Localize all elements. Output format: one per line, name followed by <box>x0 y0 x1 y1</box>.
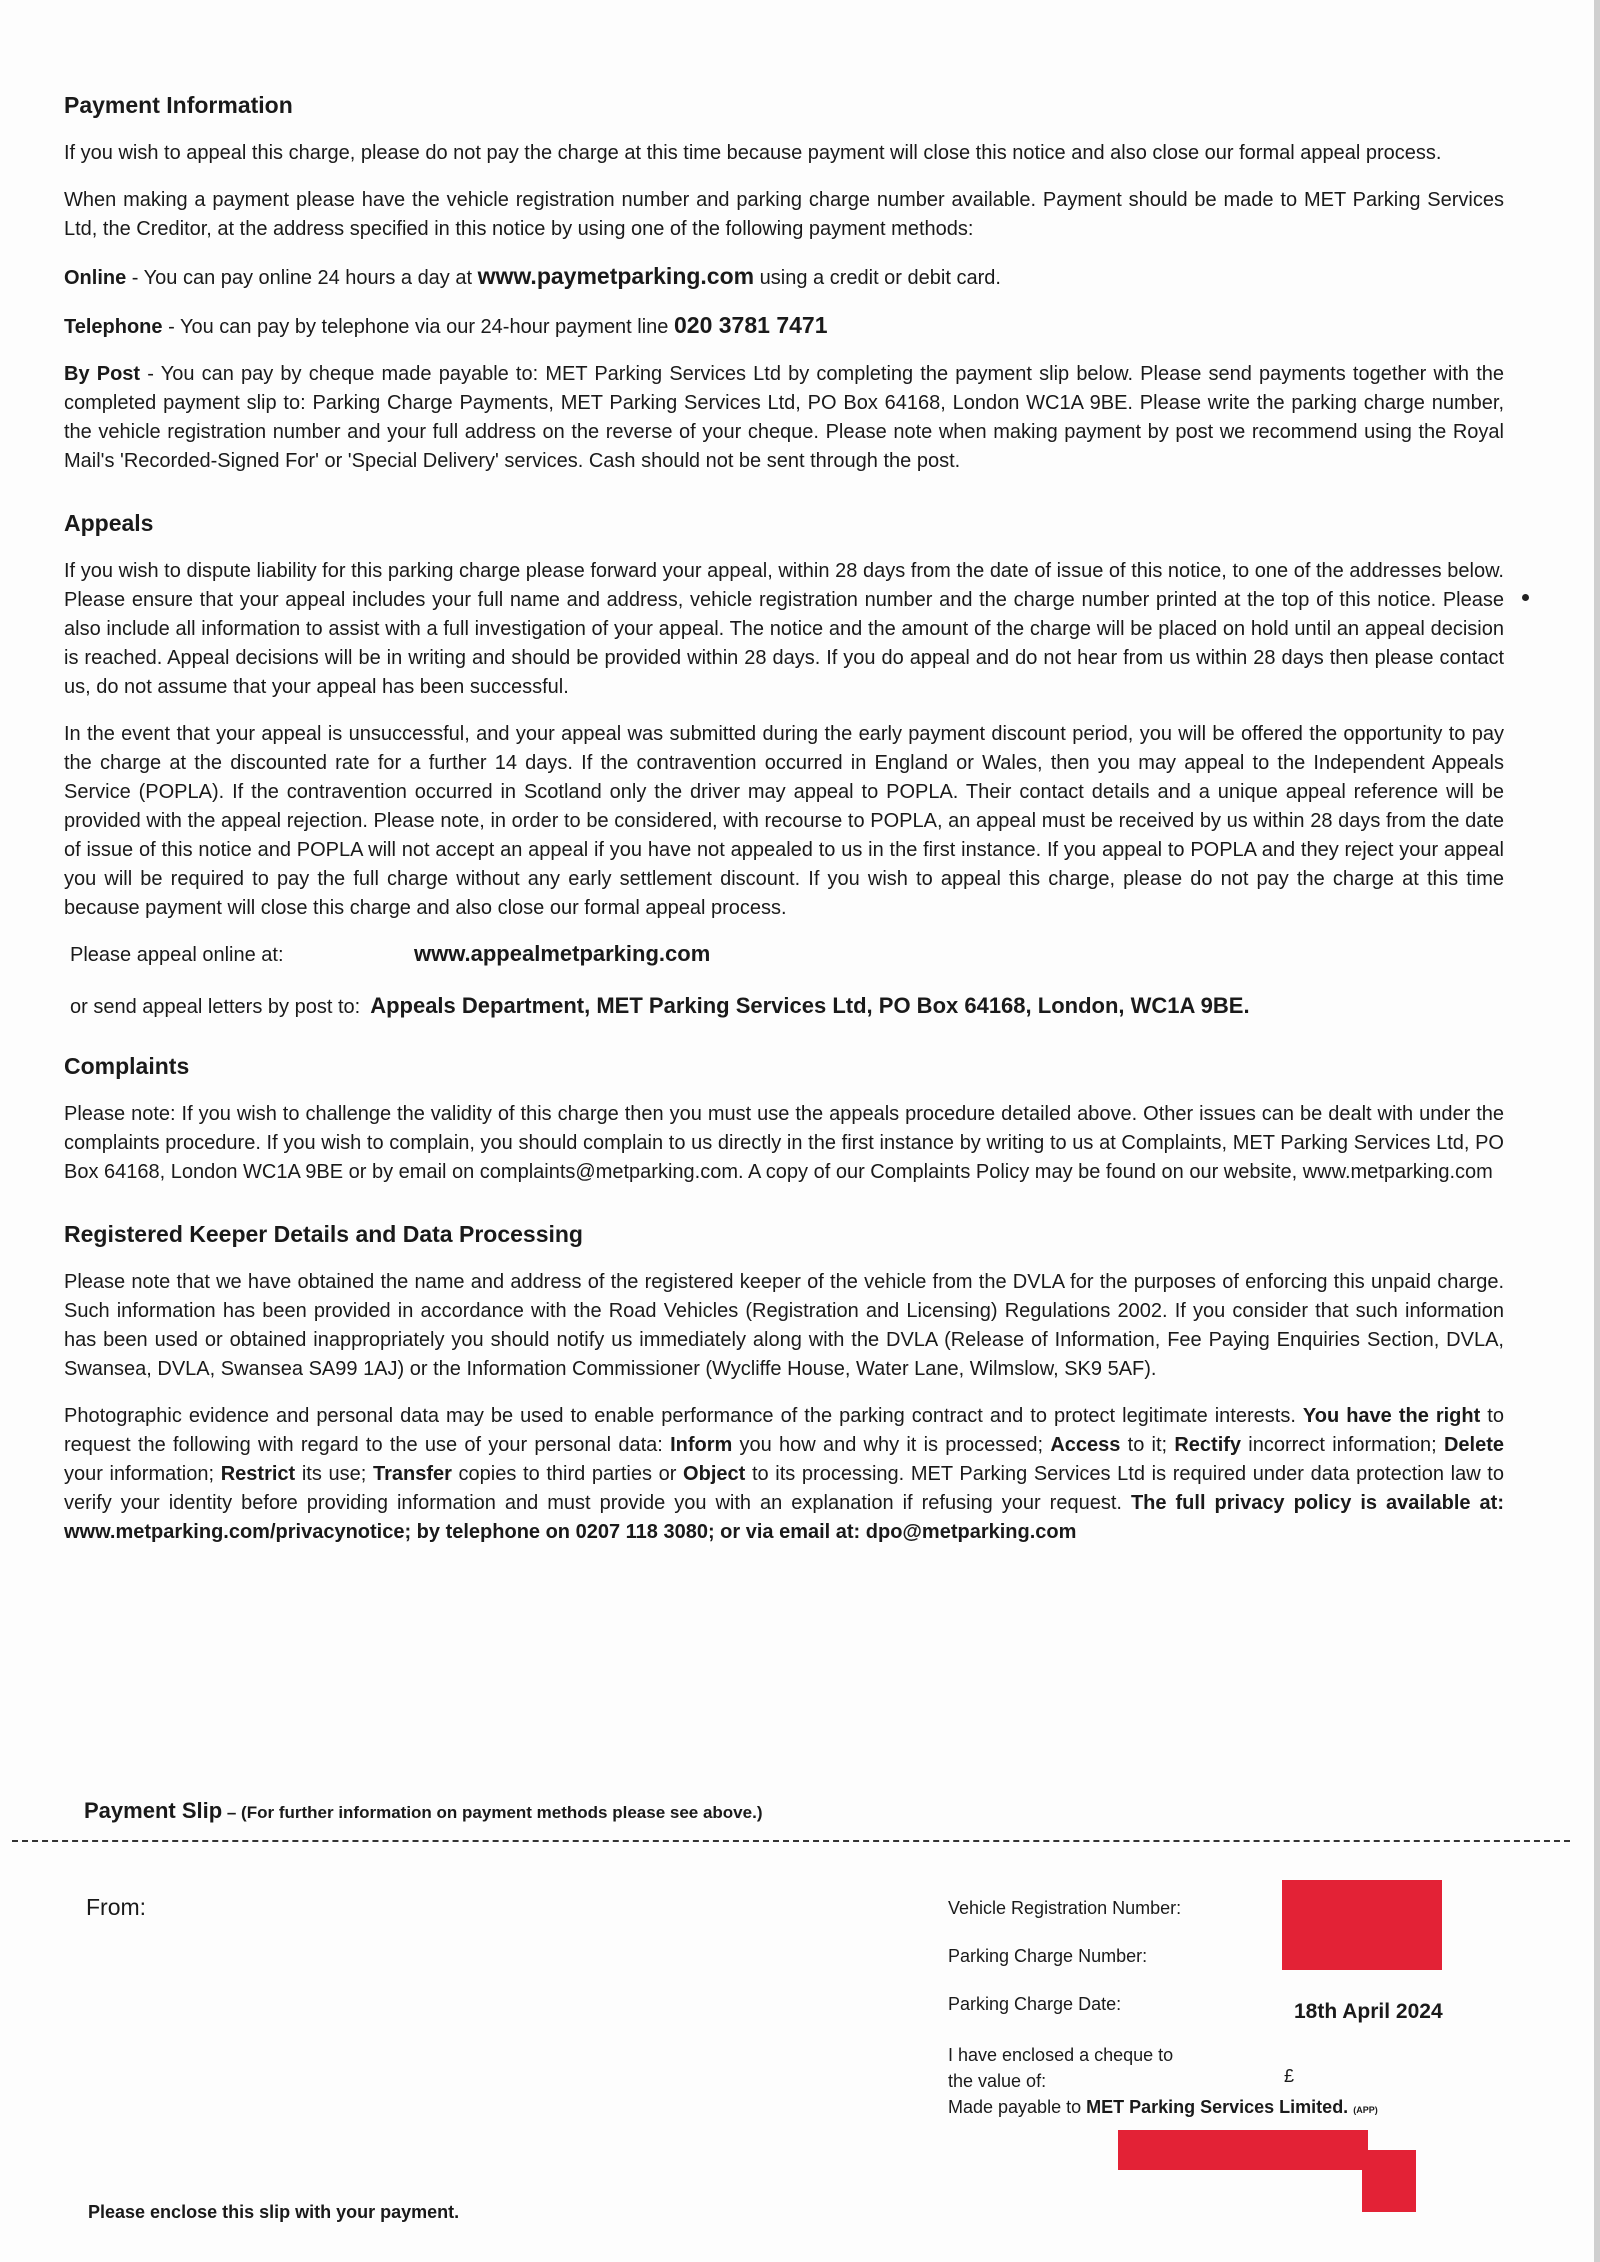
telephone-text: - You can pay by telephone via our 24-hour payment line <box>162 316 674 338</box>
privacy-policy-contact: The full privacy policy is available at: www.metparking.com/privacynotice; by telephone on 0207 118 3080; or via email at: dpo@metparking.com <box>64 1492 1504 1543</box>
payment-appeal-warning: If you wish to appeal this charge, please do not pay the charge at this time because payment will close this notice and also close our formal appeal process. <box>64 142 1442 164</box>
payment-slip-label: Payment Slip <box>84 1798 223 1823</box>
cheque-line-1: I have enclosed a cheque to <box>948 2045 1174 2065</box>
payable-name: MET Parking Services Limited. <box>1086 2097 1349 2117</box>
appeal-online-row <box>70 941 1504 967</box>
privacy-emphasis: Rectify <box>1174 1434 1242 1456</box>
privacy-emphasis: Transfer <box>372 1463 452 1485</box>
appeal-post-address: Appeals Department, MET Parking Services Ltd, PO Box 64168, London, WC1A 9BE. <box>370 993 1250 1018</box>
privacy-text: your information; <box>64 1463 221 1485</box>
page-edge <box>1594 0 1600 2262</box>
online-payment-link[interactable]: www.paymetparking.com <box>477 263 755 289</box>
enclose-slip-note: Please enclose this slip with your payment. <box>88 2202 460 2222</box>
privacy-text: to request the following with regard to the use of your personal data: <box>64 1405 1504 1456</box>
privacy-emphasis: Restrict <box>220 1463 296 1485</box>
privacy-text: copies to third parties or <box>451 1463 684 1485</box>
keeper-section <box>64 1221 1504 1547</box>
complaints-paragraph: Please note: If you wish to challenge the validity of this charge then you must use the appeals procedure detailed above. Other issues can be dealt with under the complaints procedure. If you wish to complain, you should complain to us directly in the first instance by writing to us at Complaints, MET Parking Services Ltd, PO Box 64168, London WC1A 9BE or by email on complaints@metparking.com. A copy of our Complaints Policy may be found on our website, www.metparking.com <box>64 1103 1504 1183</box>
payment-online <box>64 262 1504 293</box>
keeper-paragraph-1: Please note that we have obtained the name and address of the registered keeper of the vehicle from the DVLA for the purposes of enforcing this unpaid charge. Such information has been provided in accordance with the Road Vehicles (Registration and Licensing) Regulations 2002. If you consider that such information has been used or obtained inappropriately you should notify us immediately along with the DVLA (Release of Information, Fee Paying Enquiries Section, DVLA, Swansea, DVLA, Swansea SA99 1AJ) or the Information Commissioner (Wycliffe House, Water Lane, Wilmslow, SK9 5AF). <box>64 1271 1504 1380</box>
online-text: - You can pay online 24 hours a day at <box>126 267 478 289</box>
online-suffix: using a credit or debit card. <box>754 267 1001 289</box>
payment-information-heading: Payment Information <box>64 92 293 118</box>
payment-slip-title <box>84 1798 762 1824</box>
redacted-registration-block <box>1282 1880 1442 1970</box>
telephone-label: Telephone <box>64 316 163 338</box>
redacted-reference-block <box>1118 2130 1368 2170</box>
appeal-post-row <box>70 993 1504 1019</box>
appeals-section <box>64 510 1504 1019</box>
privacy-text: Photographic evidence and personal data may be used to enable performance of the parking contract and to protect legitimate interests. <box>64 1405 1303 1427</box>
keeper-paragraph-2 <box>64 1402 1504 1547</box>
payment-instructions: When making a payment please have the vehicle registration number and parking charge number available. Payment should be made to MET Parking Services Ltd, the Creditor, at the address specified in this notice by using one of the following payment methods: <box>64 189 1504 240</box>
payable-prefix: Made payable to <box>948 2097 1087 2117</box>
privacy-emphasis: Access <box>1050 1434 1121 1456</box>
payable-to-line <box>948 2094 1508 2123</box>
appeals-paragraph-2: In the event that your appeal is unsuccessful, and your appeal was submitted during the early payment discount period, you will be offered the opportunity to pay the charge at the discounted rate for a further 14 days. If the contravention occurred in England or Wales, then you may appeal to the Independent Appeals Service (POPLA). If the contravention occurred in Scotland only the driver may appeal to POPLA. Their contact details and a unique appeal reference will be provided with the appeal rejection. Please note, in order to be considered, with recourse to POPLA, an appeal must be received by us within 28 days from the date of issue of this notice and POPLA will not accept an appeal if you have not appealed to us in the first instance. If you appeal to POPLA and they reject your appeal you will be required to pay the full charge without any early settlement discount. If you wish to appeal this charge, please do not pay the charge at this time because payment will close this charge and also close our formal appeal process. <box>64 723 1504 919</box>
appeal-online-link[interactable]: www.appealmetparking.com <box>414 941 711 966</box>
post-text: - You can pay by cheque made payable to: MET Parking Services Ltd by completing the payment slip below. Please send payments together with the completed payment slip to: Parking Charge Payments, MET Parking Services Ltd, PO Box 64168, London WC1A 9BE. Please write the parking charge number, the vehicle registration number and your full address on the reverse of your cheque. Please note when making payment by post we recommend using the Royal Mail's 'Recorded-Signed For' or 'Special Delivery' services. Cash should not be sent through the post. <box>64 363 1504 472</box>
payment-by-post <box>64 360 1504 476</box>
complaints-heading: Complaints <box>64 1053 190 1079</box>
cheque-line-2: the value of: <box>948 2071 1047 2091</box>
scan-speck <box>1522 594 1529 601</box>
appeal-online-label: Please appeal online at: <box>70 944 284 966</box>
payment-slip-note: – (For further information on payment methods please see above.) <box>222 1803 763 1822</box>
post-label: By Post <box>64 363 141 385</box>
vrn-label: Vehicle Registration Number: <box>948 1898 1182 1918</box>
online-label: Online <box>64 267 127 289</box>
privacy-emphasis: Delete <box>1443 1434 1504 1456</box>
privacy-text: to its processing. MET Parking Services Ltd is required under data protection law to verify your identity before providing information and must provide you with an explanation if refusing your request. <box>64 1463 1504 1514</box>
appeals-paragraph-1: If you wish to dispute liability for this parking charge please forward your appeal, within 28 days from the date of issue of this notice, to one of the addresses below. Please ensure that your appeal includes your full name and address, vehicle registration number and the charge number printed at the top of this notice. Please also include all information to assist with a full investigation of your appeal. The notice and the amount of the charge will be placed on hold until an appeal decision is reached. Appeal decisions will be in writing and should be provided within 28 days. If you do appeal and do not hear from us within 28 days then please contact us, do not assume that your appeal has been successful. <box>64 560 1504 698</box>
cheque-amount-currency: £ <box>1284 2066 1295 2086</box>
payment-telephone <box>64 311 1504 342</box>
privacy-text: you how and why it is processed; <box>732 1434 1051 1456</box>
tear-off-line <box>12 1840 1570 1842</box>
privacy-text: incorrect information; <box>1241 1434 1444 1456</box>
charge-date-value: 18th April 2024 <box>1294 2000 1443 2023</box>
complaints-section <box>64 1053 1504 1187</box>
charge-date-label: Parking Charge Date: <box>948 1994 1122 2014</box>
redacted-reference-tail <box>1362 2150 1416 2212</box>
privacy-emphasis: Object <box>683 1463 746 1485</box>
appeal-post-label: or send appeal letters by post to: <box>70 996 361 1018</box>
payment-information-section <box>64 92 1504 476</box>
privacy-text: to it; <box>1120 1434 1175 1456</box>
privacy-text: its use; <box>295 1463 373 1485</box>
pcn-label: Parking Charge Number: <box>948 1946 1148 1966</box>
privacy-emphasis: Inform <box>670 1434 733 1456</box>
keeper-heading: Registered Keeper Details and Data Processing <box>64 1221 583 1247</box>
notice-body <box>64 92 1504 1581</box>
appeals-heading: Appeals <box>64 510 154 536</box>
privacy-emphasis: You have the right <box>1302 1405 1481 1427</box>
app-code: (APP) <box>1353 2105 1378 2115</box>
from-label: From: <box>86 1894 147 1920</box>
payment-phone-number[interactable]: 020 3781 7471 <box>674 312 828 338</box>
